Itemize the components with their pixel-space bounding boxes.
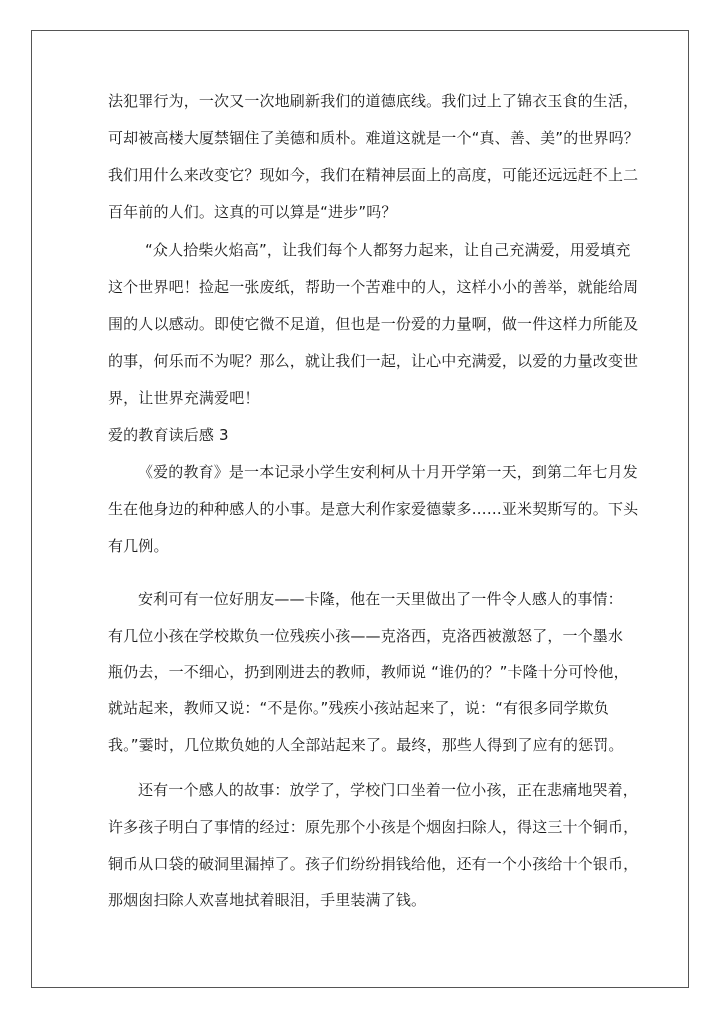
paragraph-1-line-1: 法犯罪行为，一次又一次地刷新我们的道德底线。我们过上了锦衣玉食的生活， [108, 92, 639, 110]
paragraph-4-line-1: 安利可有一位好朋友——卡隆，他在一天里做出了一件令人感人的事情： [138, 590, 623, 608]
paragraph-4-line-2: 有几位小孩在学校欺负一位残疾小孩——克洛西，克洛西被激怒了，一个墨水 [108, 627, 624, 645]
paragraph-2-line-5: 界，让世界充满爱吧！ [108, 389, 260, 407]
paragraph-5-line-1: 还有一个感人的故事：放学了，学校门口坐着一位小孩，正在悲痛地哭着， [138, 781, 638, 799]
paragraph-2-line-1: “众人拾柴火焰高”，让我们每个人都努力起来，让自己充满爱，用爱填充 [145, 241, 631, 259]
paragraph-4-line-4: 就站起来，教师又说：“不是你。”残疾小孩站起来了，说：“有很多同学欺负 [108, 699, 610, 717]
paragraph-1-line-4: 百年前的人们。这真的可以算是“进步”吗？ [108, 203, 397, 221]
paragraph-2-line-4: 的事，何乐而不为呢？那么，就让我们一起，让心中充满爱，以爱的力量改变世 [108, 352, 639, 370]
paragraph-5-line-4: 那烟囱扫除人欢喜地拭着眼泪，手里装满了钱。 [108, 891, 427, 909]
paragraph-5-line-3: 铜币从口袋的破洞里漏掉了。孩子们纷纷捐钱给他，还有一个小孩给十个银币， [108, 855, 639, 873]
paragraph-3-line-3: 有几例。 [108, 537, 169, 555]
paragraph-2-line-3: 围的人以感动。即使它微不足道，但也是一份爱的力量啊，做一件这样力所能及 [108, 315, 639, 333]
paragraph-1-line-2: 可却被高楼大厦禁锢住了美德和质朴。难道这就是一个“真、善、美”的世界吗？ [108, 129, 639, 147]
paragraph-3-line-2: 生在他身边的种种感人的小事。是意大利作家爱德蒙多……亚米契斯写的。下头 [108, 500, 639, 518]
paragraph-3-line-1: 《爱的教育》是一本记录小学生安利柯从十月开学第一天，到第二年七月发 [138, 463, 638, 481]
section-heading: 爱的教育读后感 3 [108, 426, 229, 444]
paragraph-4-line-5: 我。”霎时，几位欺负她的人全部站起来了。最终，那些人得到了应有的惩罚。 [108, 736, 624, 754]
paragraph-5-line-2: 许多孩子明白了事情的经过：原先那个小孩是个烟囱扫除人，得这三十个铜币， [108, 818, 639, 836]
paragraph-4-line-3: 瓶仍去，一不细心，扔到刚进去的教师，教师说 “谁仍的？”卡隆十分可怜他， [108, 663, 629, 681]
paragraph-1-line-3: 我们用什么来改变它？现如今，我们在精神层面上的高度，可能还远远赶不上二 [108, 166, 639, 184]
paragraph-2-line-2: 这个世界吧！捡起一张废纸，帮助一个苦难中的人，这样小小的善举，就能给周 [108, 278, 639, 296]
